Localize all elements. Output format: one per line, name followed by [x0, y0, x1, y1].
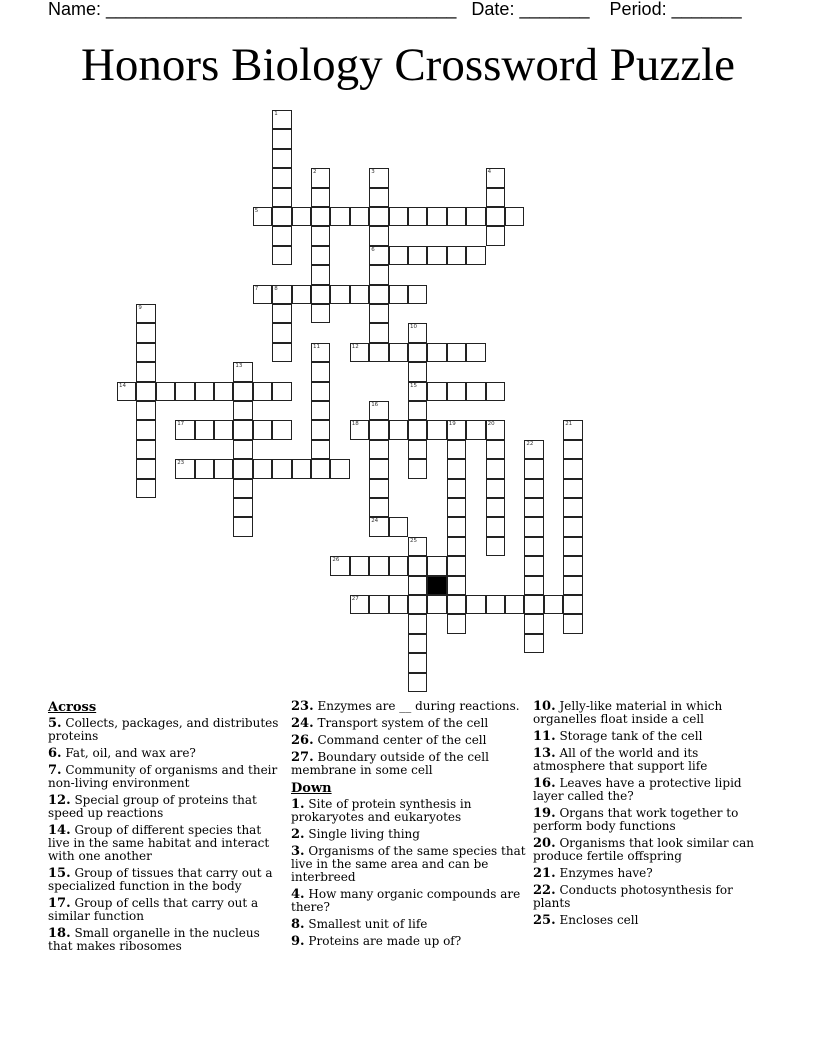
- grid-cell[interactable]: [486, 382, 505, 401]
- clue-across-27: 27. Boundary outside of the cell membrane in some cell: [291, 750, 489, 777]
- clue-number: 4: [487, 169, 492, 176]
- clue-number: 22: [526, 440, 534, 447]
- grid-cell[interactable]: [214, 420, 233, 439]
- grid-cell[interactable]: [486, 207, 505, 226]
- grid-cell[interactable]: [447, 498, 466, 517]
- grid-cell[interactable]: [311, 382, 330, 401]
- clue-number: 9: [138, 305, 142, 311]
- grid-cell[interactable]: [466, 207, 485, 226]
- grid-cell[interactable]: [136, 304, 155, 323]
- grid-cell[interactable]: [292, 207, 311, 226]
- grid-cell[interactable]: [369, 595, 388, 614]
- grid-cell[interactable]: [136, 479, 155, 498]
- clue-number: 5: [254, 208, 259, 214]
- clue-across-24: 24. Transport system of the cell: [291, 716, 489, 731]
- grid-cell[interactable]: [563, 420, 582, 439]
- clue-number: 1: [274, 111, 278, 117]
- clue-down-11: 11. Storage tank of the cell: [533, 729, 703, 744]
- grid-cell[interactable]: [214, 459, 233, 478]
- clue-down-2: 2. Single living thing: [291, 827, 420, 842]
- grid-cell[interactable]: [427, 207, 446, 226]
- grid-cell[interactable]: [195, 420, 214, 439]
- grid-cell[interactable]: [563, 614, 582, 633]
- grid-cell[interactable]: [369, 498, 388, 517]
- grid-cell[interactable]: [408, 440, 427, 459]
- grid-cell[interactable]: [563, 595, 582, 614]
- clue-down-20: 20. Organisms that look similar can produce fertile offspring: [533, 836, 755, 863]
- grid-cell[interactable]: [253, 285, 272, 304]
- clue-number: 6: [371, 246, 375, 253]
- grid-cell[interactable]: [408, 207, 427, 226]
- date-field[interactable]: Date: _______: [471, 0, 590, 19]
- grid-cell[interactable]: [369, 188, 388, 207]
- grid-cell[interactable]: [389, 285, 408, 304]
- clue-down-25: 25. Encloses cell: [533, 913, 639, 928]
- grid-cell[interactable]: [136, 459, 155, 478]
- clue-across-15: 15. Group of tissues that carry out a specialized function in the body: [48, 866, 273, 893]
- clue-down-13: 13. All of the world and its atmosphere that support life: [533, 746, 708, 773]
- grid-cell[interactable]: [253, 207, 272, 226]
- black-cell: [427, 576, 446, 595]
- grid-cell[interactable]: [272, 246, 291, 265]
- clue-number: 14: [119, 382, 126, 389]
- grid-cell[interactable]: [272, 343, 291, 362]
- grid-cell[interactable]: [311, 420, 330, 439]
- grid-cell[interactable]: [233, 420, 252, 439]
- grid-cell[interactable]: [524, 440, 543, 459]
- clue-across-5: 5. Collects, packages, and distributes proteins: [48, 716, 279, 743]
- grid-cell[interactable]: [175, 382, 194, 401]
- grid-cell[interactable]: [466, 595, 485, 614]
- grid-cell[interactable]: [311, 285, 330, 304]
- grid-cell[interactable]: [427, 246, 446, 265]
- grid-cell[interactable]: [272, 304, 291, 323]
- grid-cell[interactable]: [117, 382, 136, 401]
- grid-cell[interactable]: [486, 420, 505, 439]
- grid-cell[interactable]: [136, 440, 155, 459]
- grid-cell[interactable]: [447, 343, 466, 362]
- grid-cell[interactable]: [350, 285, 369, 304]
- clue-down-19: 19. Organs that work together to perform body functions: [533, 806, 739, 833]
- grid-cell[interactable]: [408, 556, 427, 575]
- clue-number: 23: [177, 460, 185, 467]
- name-field[interactable]: Name: ___________________________________: [48, 0, 457, 19]
- student-info-header: [48, 0, 742, 18]
- grid-cell[interactable]: [311, 168, 330, 187]
- clue-across-23: 23. Enzymes are __ during reactions.: [291, 699, 520, 714]
- grid-cell[interactable]: [195, 382, 214, 401]
- grid-cell[interactable]: [563, 440, 582, 459]
- grid-cell[interactable]: [369, 304, 388, 323]
- grid-cell[interactable]: [233, 440, 252, 459]
- grid-cell[interactable]: [369, 479, 388, 498]
- clue-number: 27: [351, 596, 359, 602]
- grid-cell[interactable]: [369, 343, 388, 362]
- grid-cell[interactable]: [214, 382, 233, 401]
- grid-cell[interactable]: [408, 382, 427, 401]
- grid-cell[interactable]: [272, 168, 291, 187]
- period-field[interactable]: Period: _______: [609, 0, 742, 19]
- grid-cell[interactable]: [486, 168, 505, 187]
- grid-cell[interactable]: [447, 459, 466, 478]
- grid-cell[interactable]: [408, 246, 427, 265]
- grid-cell[interactable]: [233, 382, 252, 401]
- grid-cell[interactable]: [272, 188, 291, 207]
- grid-cell[interactable]: [447, 207, 466, 226]
- grid-cell[interactable]: [408, 673, 427, 692]
- grid-cell[interactable]: [466, 246, 485, 265]
- grid-cell[interactable]: [447, 517, 466, 536]
- grid-cell[interactable]: [350, 556, 369, 575]
- grid-cell[interactable]: [408, 595, 427, 614]
- clue-across-12: 12. Special group of proteins that speed up reactions: [48, 793, 257, 820]
- clue-number: 18: [351, 421, 359, 428]
- grid-cell[interactable]: [272, 420, 291, 439]
- grid-cell[interactable]: [447, 614, 466, 633]
- clue-number: 13: [235, 363, 243, 370]
- grid-cell[interactable]: [233, 401, 252, 420]
- grid-cell[interactable]: [136, 343, 155, 362]
- grid-cell[interactable]: [369, 265, 388, 284]
- grid-cell[interactable]: [311, 246, 330, 265]
- grid-cell[interactable]: [292, 459, 311, 478]
- grid-cell[interactable]: [233, 517, 252, 536]
- grid-cell[interactable]: [524, 614, 543, 633]
- grid-cell[interactable]: [408, 323, 427, 342]
- grid-cell[interactable]: [369, 168, 388, 187]
- grid-cell[interactable]: [486, 595, 505, 614]
- clue-down-1: 1. Site of protein synthesis in prokaryotes and eukaryotes: [291, 797, 472, 824]
- clue-across-14: 14. Group of different species that live in the same habitat and interact with one another: [48, 823, 270, 863]
- page-title: Honors Biology Crossword Puzzle: [80, 39, 736, 91]
- clue-number: 8: [274, 285, 278, 292]
- grid-cell[interactable]: [233, 479, 252, 498]
- grid-cell[interactable]: [389, 595, 408, 614]
- grid-cell[interactable]: [408, 420, 427, 439]
- grid-cell[interactable]: [486, 498, 505, 517]
- grid-cell[interactable]: [427, 382, 446, 401]
- grid-cell[interactable]: [427, 343, 446, 362]
- grid-cell[interactable]: [369, 285, 388, 304]
- grid-cell[interactable]: [524, 537, 543, 556]
- grid-cell[interactable]: [369, 459, 388, 478]
- clue-down-4: 4. How many organic compounds are there?: [291, 887, 521, 914]
- clues-column-1: [48, 700, 284, 957]
- clue-down-22: 22. Conducts photosynthesis for plants: [533, 883, 733, 910]
- grid-cell[interactable]: [524, 556, 543, 575]
- grid-cell[interactable]: [253, 420, 272, 439]
- grid-cell[interactable]: [427, 420, 446, 439]
- grid-cell[interactable]: [486, 440, 505, 459]
- grid-cell[interactable]: [466, 343, 485, 362]
- grid-cell[interactable]: [311, 440, 330, 459]
- clue-number: 19: [448, 421, 456, 428]
- grid-cell[interactable]: [369, 440, 388, 459]
- grid-cell[interactable]: [486, 459, 505, 478]
- grid-cell[interactable]: [427, 595, 446, 614]
- grid-cell[interactable]: [408, 459, 427, 478]
- grid-cell[interactable]: [136, 362, 155, 381]
- clue-number: 20: [487, 421, 495, 428]
- grid-cell[interactable]: [233, 459, 252, 478]
- grid-cell[interactable]: [563, 498, 582, 517]
- grid-cell[interactable]: [272, 207, 291, 226]
- grid-cell[interactable]: [563, 576, 582, 595]
- grid-cell[interactable]: [466, 382, 485, 401]
- grid-cell[interactable]: [369, 420, 388, 439]
- grid-cell[interactable]: [136, 420, 155, 439]
- grid-cell[interactable]: [330, 556, 349, 575]
- grid-cell[interactable]: [524, 459, 543, 478]
- grid-cell[interactable]: [447, 246, 466, 265]
- grid-cell[interactable]: [427, 556, 446, 575]
- grid-cell[interactable]: [505, 207, 524, 226]
- grid-cell[interactable]: [156, 382, 175, 401]
- clue-number: 2: [313, 169, 317, 176]
- grid-cell[interactable]: [272, 323, 291, 342]
- grid-cell[interactable]: [311, 401, 330, 420]
- grid-cell[interactable]: [563, 537, 582, 556]
- grid-cell[interactable]: [389, 343, 408, 362]
- grid-cell[interactable]: [311, 459, 330, 478]
- grid-cell[interactable]: [136, 401, 155, 420]
- grid-cell[interactable]: [311, 207, 330, 226]
- grid-cell[interactable]: [350, 207, 369, 226]
- grid-cell[interactable]: [389, 517, 408, 536]
- grid-cell[interactable]: [408, 634, 427, 653]
- grid-cell[interactable]: [486, 226, 505, 245]
- clues-column-3: [533, 700, 769, 931]
- grid-cell[interactable]: [272, 129, 291, 148]
- grid-cell[interactable]: [272, 459, 291, 478]
- grid-cell[interactable]: [563, 517, 582, 536]
- down-heading: Down: [291, 781, 332, 796]
- grid-cell[interactable]: [330, 285, 349, 304]
- grid-cell[interactable]: [447, 420, 466, 439]
- grid-cell[interactable]: [272, 226, 291, 245]
- grid-cell[interactable]: [486, 479, 505, 498]
- grid-cell[interactable]: [447, 440, 466, 459]
- grid-cell[interactable]: [524, 498, 543, 517]
- grid-cell[interactable]: [408, 576, 427, 595]
- grid-cell[interactable]: [272, 382, 291, 401]
- grid-cell[interactable]: [233, 362, 252, 381]
- clue-number: 7: [254, 285, 259, 292]
- grid-cell[interactable]: [389, 207, 408, 226]
- clue-number: 25: [410, 537, 417, 544]
- grid-cell[interactable]: [350, 343, 369, 362]
- clue-number: 16: [371, 402, 379, 408]
- grid-cell[interactable]: [408, 285, 427, 304]
- grid-cell[interactable]: [408, 362, 427, 381]
- grid-cell[interactable]: [563, 479, 582, 498]
- clue-number: 15: [410, 382, 417, 389]
- clue-across-6: 6. Fat, oil, and wax are?: [48, 746, 196, 761]
- grid-cell[interactable]: [369, 207, 388, 226]
- grid-cell[interactable]: [272, 285, 291, 304]
- clues-column-2: [291, 700, 527, 952]
- clue-across-18: 18. Small organelle in the nucleus that makes ribosomes: [48, 926, 260, 953]
- grid-cell[interactable]: [563, 556, 582, 575]
- grid-cell[interactable]: [369, 323, 388, 342]
- clue-number: 26: [332, 557, 340, 564]
- grid-cell[interactable]: [272, 110, 291, 129]
- clue-down-21: 21. Enzymes have?: [533, 866, 653, 881]
- grid-cell[interactable]: [136, 382, 155, 401]
- grid-cell[interactable]: [311, 362, 330, 381]
- clue-across-7: 7. Community of organisms and their non-living environment: [48, 763, 278, 790]
- clue-number: 24: [371, 518, 379, 525]
- grid-cell[interactable]: [505, 595, 524, 614]
- grid-cell[interactable]: [524, 595, 543, 614]
- grid-cell[interactable]: [292, 285, 311, 304]
- grid-cell[interactable]: [350, 595, 369, 614]
- grid-cell[interactable]: [233, 498, 252, 517]
- grid-cell[interactable]: [369, 226, 388, 245]
- grid-cell[interactable]: [369, 556, 388, 575]
- clue-across-17: 17. Group of cells that carry out a similar function: [48, 896, 259, 923]
- grid-cell[interactable]: [389, 246, 408, 265]
- grid-cell[interactable]: [408, 343, 427, 362]
- grid-cell[interactable]: [136, 323, 155, 342]
- grid-cell[interactable]: [524, 479, 543, 498]
- grid-cell[interactable]: [544, 595, 563, 614]
- grid-cell[interactable]: [311, 265, 330, 284]
- grid-cell[interactable]: [486, 188, 505, 207]
- clue-down-8: 8. Smallest unit of life: [291, 917, 428, 932]
- clue-down-10: 10. Jelly-like material in which organelles float inside a cell: [533, 699, 723, 726]
- grid-cell[interactable]: [389, 556, 408, 575]
- grid-cell[interactable]: [311, 188, 330, 207]
- grid-cell[interactable]: [447, 576, 466, 595]
- clue-down-3: 3. Organisms of the same species that live in the same area and can be interbreed: [291, 844, 526, 884]
- clue-number: 10: [410, 324, 417, 331]
- grid-cell[interactable]: [195, 459, 214, 478]
- grid-cell[interactable]: [524, 517, 543, 536]
- clue-number: 3: [371, 169, 375, 176]
- clue-down-16: 16. Leaves have a protective lipid layer called the?: [533, 776, 742, 803]
- grid-cell[interactable]: [272, 149, 291, 168]
- grid-cell[interactable]: [389, 420, 408, 439]
- grid-cell[interactable]: [408, 614, 427, 633]
- clue-number: 21: [565, 421, 573, 428]
- grid-cell[interactable]: [330, 459, 349, 478]
- grid-cell[interactable]: [330, 207, 349, 226]
- grid-cell[interactable]: [408, 401, 427, 420]
- grid-cell[interactable]: [486, 517, 505, 536]
- grid-cell[interactable]: [369, 246, 388, 265]
- clue-number: 12: [351, 343, 359, 350]
- grid-cell[interactable]: [369, 517, 388, 536]
- grid-cell[interactable]: [524, 634, 543, 653]
- grid-cell[interactable]: [447, 556, 466, 575]
- clue-number: 17: [177, 421, 185, 428]
- clue-number: 11: [313, 343, 320, 350]
- grid-cell[interactable]: [253, 459, 272, 478]
- grid-cell[interactable]: [311, 226, 330, 245]
- grid-cell[interactable]: [175, 420, 194, 439]
- across-heading: Across: [48, 700, 97, 715]
- grid-cell[interactable]: [563, 459, 582, 478]
- grid-cell[interactable]: [524, 576, 543, 595]
- clue-across-26: 26. Command center of the cell: [291, 733, 487, 748]
- grid-cell[interactable]: [466, 420, 485, 439]
- grid-cell[interactable]: [408, 653, 427, 672]
- grid-cell[interactable]: [253, 382, 272, 401]
- grid-cell[interactable]: [447, 595, 466, 614]
- grid-cell[interactable]: [486, 537, 505, 556]
- clue-down-9: 9. Proteins are made up of?: [291, 934, 462, 949]
- grid-cell[interactable]: [408, 537, 427, 556]
- grid-cell[interactable]: [369, 401, 388, 420]
- grid-cell[interactable]: [311, 304, 330, 323]
- grid-cell[interactable]: [350, 420, 369, 439]
- grid-cell[interactable]: [447, 479, 466, 498]
- grid-cell[interactable]: [447, 382, 466, 401]
- grid-cell[interactable]: [447, 537, 466, 556]
- grid-cell[interactable]: [175, 459, 194, 478]
- grid-cell[interactable]: [311, 343, 330, 362]
